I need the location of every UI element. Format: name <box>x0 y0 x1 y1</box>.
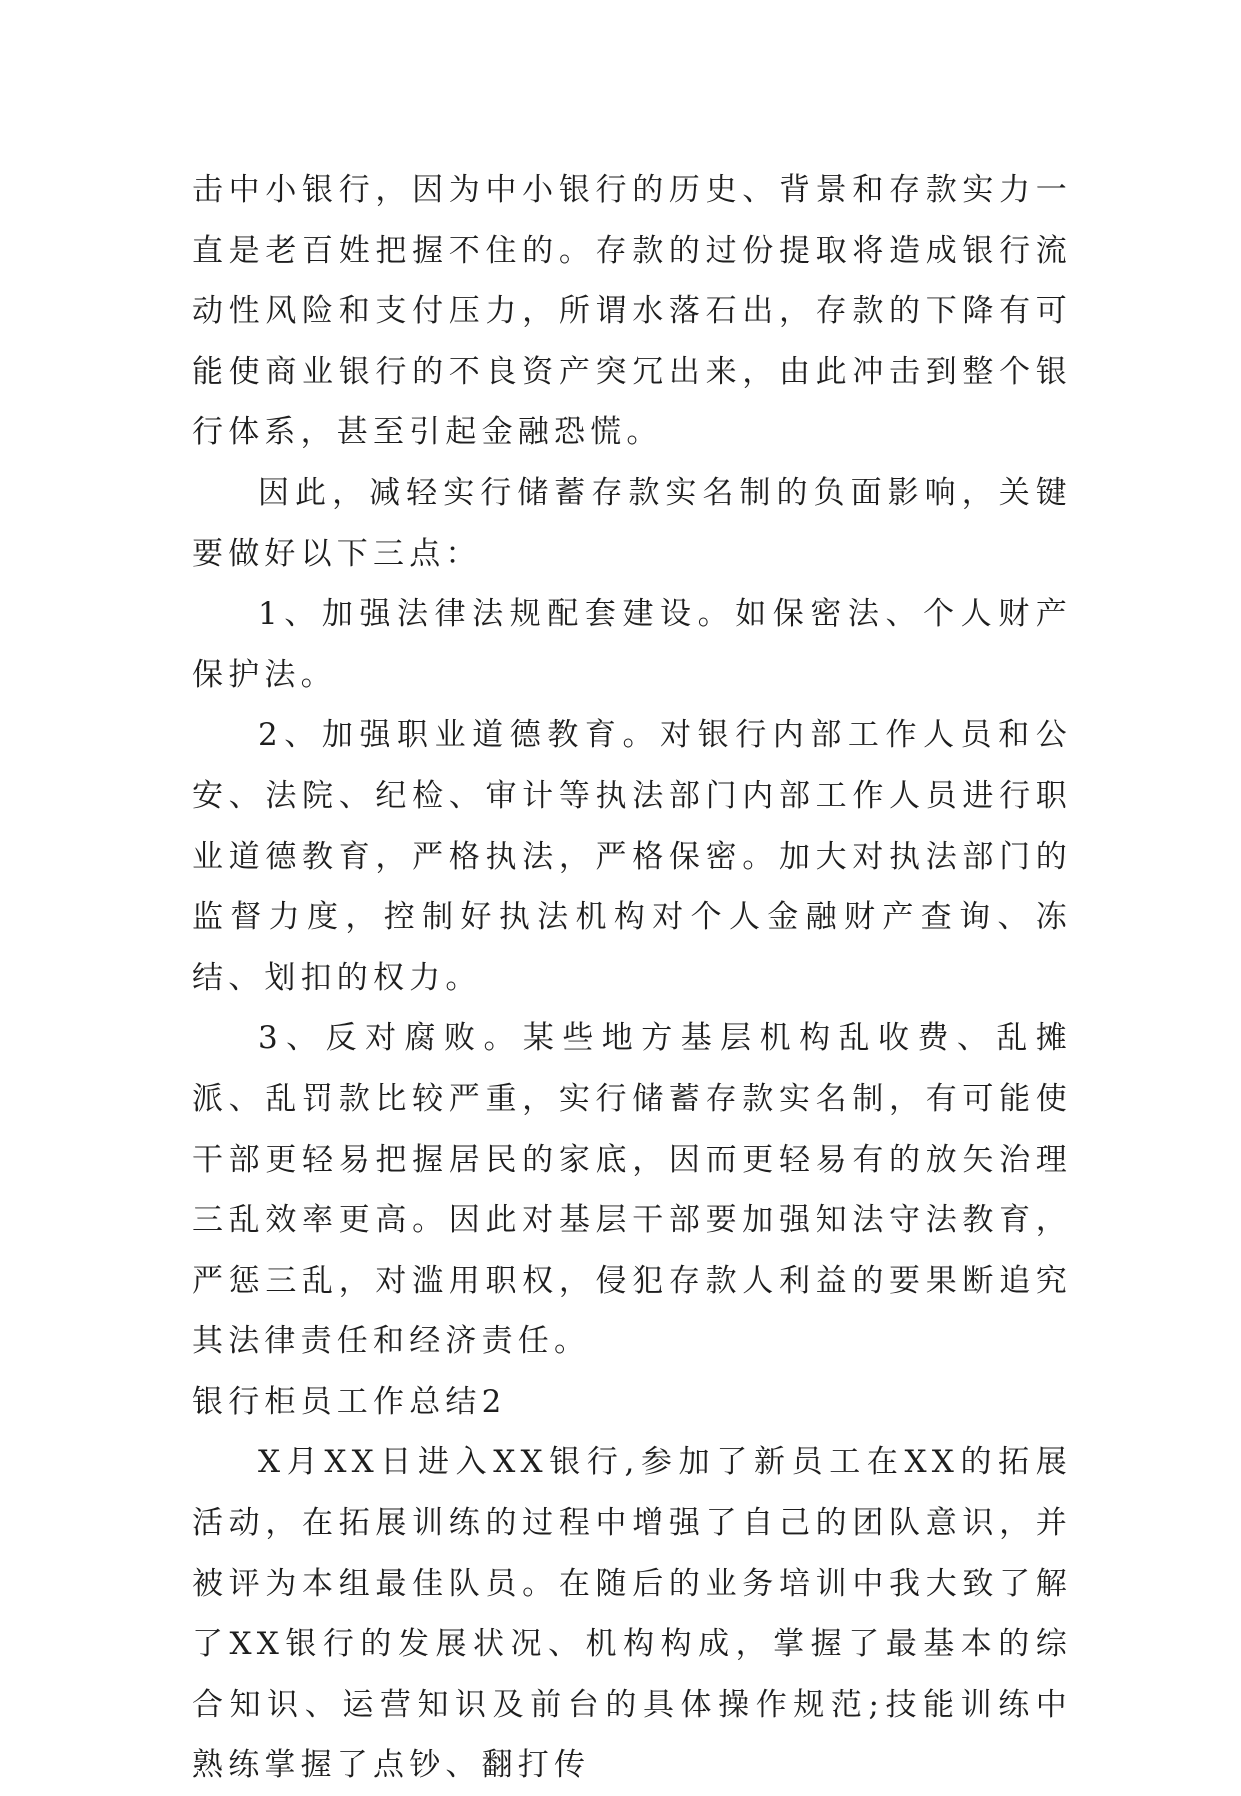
paragraph-section-2-body: X月XX日进入XX银行,参加了新员工在XX的拓展活动，在拓展训练的过程中增强了自己的团队意识，并被评为本组最佳队员。在随后的业务培训中我大致了解了XX银行的发展状况、机构构成，掌握了最基本的综合知识、运营知识及前台的具体操作规范;技能训练中熟练掌握了点钞、翻打传 <box>192 1444 1072 1784</box>
document-body <box>192 160 1072 1796</box>
paragraph-point-3: 3、反对腐败。某些地方基层机构乱收费、乱摊派、乱罚款比较严重，实行储蓄存款实名制，有可能使干部更轻易把握居民的家底，因而更轻易有的放矢治理三乱效率更高。因此对基层干部要加强知法守法教育，严惩三乱，对滥用职权，侵犯存款人利益的要果断追究其法律责任和经济责任。 <box>192 1020 1072 1360</box>
paragraph-intro-points: 因此，减轻实行储蓄存款实名制的负面影响，关键要做好以下三点： <box>192 474 1072 572</box>
section-heading: 银行柜员工作总结2 <box>192 1383 507 1420</box>
paragraph-continuation: 击中小银行，因为中小银行的历史、背景和存款实力一直是老百姓把握不住的。存款的过份提取将造成银行流动性风险和支付压力，所谓水落石出，存款的下降有可能使商业银行的不良资产突冗出来，由此冲击到整个银行体系，甚至引起金融恐慌。 <box>192 172 1072 451</box>
paragraph-point-1: 1、加强法律法规配套建设。如保密法、个人财产保护法。 <box>192 596 1072 693</box>
paragraph-point-2: 2、加强职业道德教育。对银行内部工作人员和公安、法院、纪检、审计等执法部门内部工作人员进行职业道德教育，严格执法，严格保密。加大对执法部门的监督力度，控制好执法机构对个人金融财产查询、冻结、划扣的权力。 <box>192 717 1072 996</box>
